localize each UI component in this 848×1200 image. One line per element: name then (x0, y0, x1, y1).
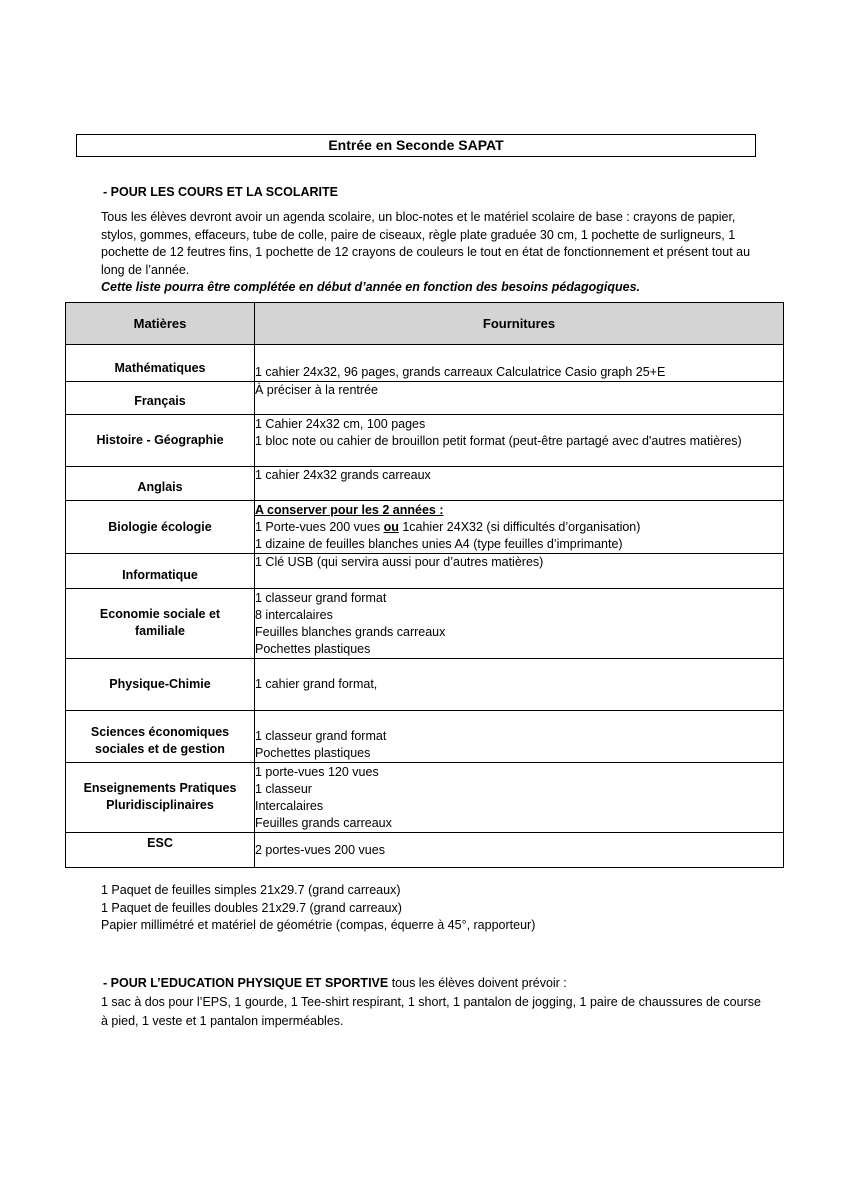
eps-lead: tous les élèves doivent prévoir : (388, 976, 567, 990)
table-row (66, 763, 784, 833)
table-row (66, 659, 784, 711)
item-heading: A conserver pour les 2 années : (255, 503, 444, 517)
extra-supplies (101, 882, 535, 935)
subject-cell: Mathématiques (66, 345, 255, 382)
courses-note: Cette liste pourra être complétée en début d’année en fonction des besoins pédagogiques. (101, 280, 640, 294)
items-cell (255, 711, 784, 763)
subject-cell: Anglais (66, 467, 255, 501)
items-cell (255, 415, 784, 467)
item-line: 1 classeur grand format (255, 591, 387, 605)
items-cell (255, 554, 784, 589)
subject-line: Pluridisciplinaires (106, 798, 214, 812)
extra-line: 1 Paquet de feuilles doubles 21x29.7 (grand carreaux) (101, 900, 402, 915)
subject-cell: Physique-Chimie (66, 659, 255, 711)
table-row (66, 833, 784, 868)
item-line: 1 dizaine de feuilles blanches unies A4 (type feuilles d’imprimante) (255, 537, 623, 551)
subject-cell: ESC (66, 833, 255, 868)
table-row (66, 345, 784, 382)
subject-cell (66, 589, 255, 659)
extra-line: 1 Paquet de feuilles simples 21x29.7 (grand carreaux) (101, 883, 401, 897)
item-line: 1 bloc note ou cahier de brouillon petit format (peut-être partagé avec d'autres matières) (255, 434, 742, 448)
courses-heading: - POUR LES COURS ET LA SCOLARITE (103, 185, 338, 199)
item-or: ou (383, 520, 399, 534)
subject-cell (66, 763, 255, 833)
supplies-table (65, 302, 784, 868)
item-line: 1 classeur (255, 782, 312, 796)
item-line: 2 portes-vues 200 vues (255, 843, 385, 857)
item-line (255, 519, 783, 536)
courses-intro (101, 209, 761, 297)
table-row (66, 589, 784, 659)
items-cell (255, 467, 784, 501)
subject-line: Economie sociale et (99, 607, 221, 621)
table-header-row (66, 303, 784, 345)
eps-heading: - POUR L’EDUCATION PHYSIQUE ET SPORTIVE (103, 976, 389, 990)
item-line: À préciser à la rentrée (255, 383, 378, 397)
item-line: Pochettes plastiques (255, 746, 371, 760)
table-row (66, 467, 784, 501)
header-supplies: Fournitures (255, 303, 784, 345)
items-cell (255, 659, 784, 711)
items-cell (255, 382, 784, 415)
item-line: 1 cahier grand format, (255, 677, 378, 691)
items-cell (255, 833, 784, 868)
eps-text: 1 sac à dos pour l’EPS, 1 gourde, 1 Tee-shirt respirant, 1 short, 1 pantalon de jogging, 1 paire de chaussures de course à pied, 1 veste et 1 pantalon imperméables. (101, 995, 761, 1028)
item-line: 1 classeur grand format (255, 729, 387, 743)
subject-line: Sciences économiques (90, 725, 230, 739)
table-row (66, 415, 784, 467)
courses-text: Tous les élèves devront avoir un agenda scolaire, un bloc-notes et le matériel scolaire de base : crayons de papier, stylos, gommes, effaceurs, tube de colle, paire de ciseaux, règle plate graduée 30 cm, 1 pochette de surligneurs, 1 pochette de 12 feutres fins, 1 pochette de 12 crayons de couleurs le tout en état de fonctionnement et présent tout au long de l’année. (101, 210, 751, 277)
subject-line: Enseignements Pratiques (83, 781, 237, 795)
subject-cell: Français (66, 382, 255, 415)
subject-cell: Biologie écologie (66, 501, 255, 554)
items-cell (255, 763, 784, 833)
item-line: 1 cahier 24x32, 96 pages, grands carreaux Calculatrice Casio graph 25+E (255, 365, 666, 379)
item-line: 8 intercalaires (255, 608, 333, 622)
eps-section (101, 974, 761, 1031)
table-row (66, 711, 784, 763)
items-cell (255, 501, 784, 554)
table-row (66, 501, 784, 554)
table-row (66, 554, 784, 589)
item-line: 1 porte-vues 120 vues (255, 765, 379, 779)
item-line: Feuilles blanches grands carreaux (255, 625, 446, 639)
item-line: Intercalaires (255, 799, 324, 813)
items-cell (255, 589, 784, 659)
item-option-b: 1cahier 24X32 (si difficultés d’organisation) (402, 520, 641, 534)
item-line: Pochettes plastiques (255, 642, 371, 656)
subject-cell: Histoire - Géographie (66, 415, 255, 467)
subject-line: familiale (134, 624, 186, 638)
item-option-a: 1 Porte-vues 200 vues (255, 520, 381, 534)
item-line: 1 Cahier 24x32 cm, 100 pages (255, 417, 426, 431)
items-cell (255, 345, 784, 382)
header-subjects: Matières (66, 303, 255, 345)
item-line: 1 cahier 24x32 grands carreaux (255, 468, 431, 482)
subject-cell: Informatique (66, 554, 255, 589)
extra-line: Papier millimétré et matériel de géométrie (compas, équerre à 45°, rapporteur) (101, 918, 536, 932)
table-row (66, 382, 784, 415)
subject-line: sociales et de gestion (95, 742, 225, 756)
page-title: Entrée en Seconde SAPAT (76, 134, 756, 157)
item-line: 1 Clé USB (qui servira aussi pour d’autres matières) (255, 555, 544, 569)
item-line: Feuilles grands carreaux (255, 816, 392, 830)
subject-cell (66, 711, 255, 763)
